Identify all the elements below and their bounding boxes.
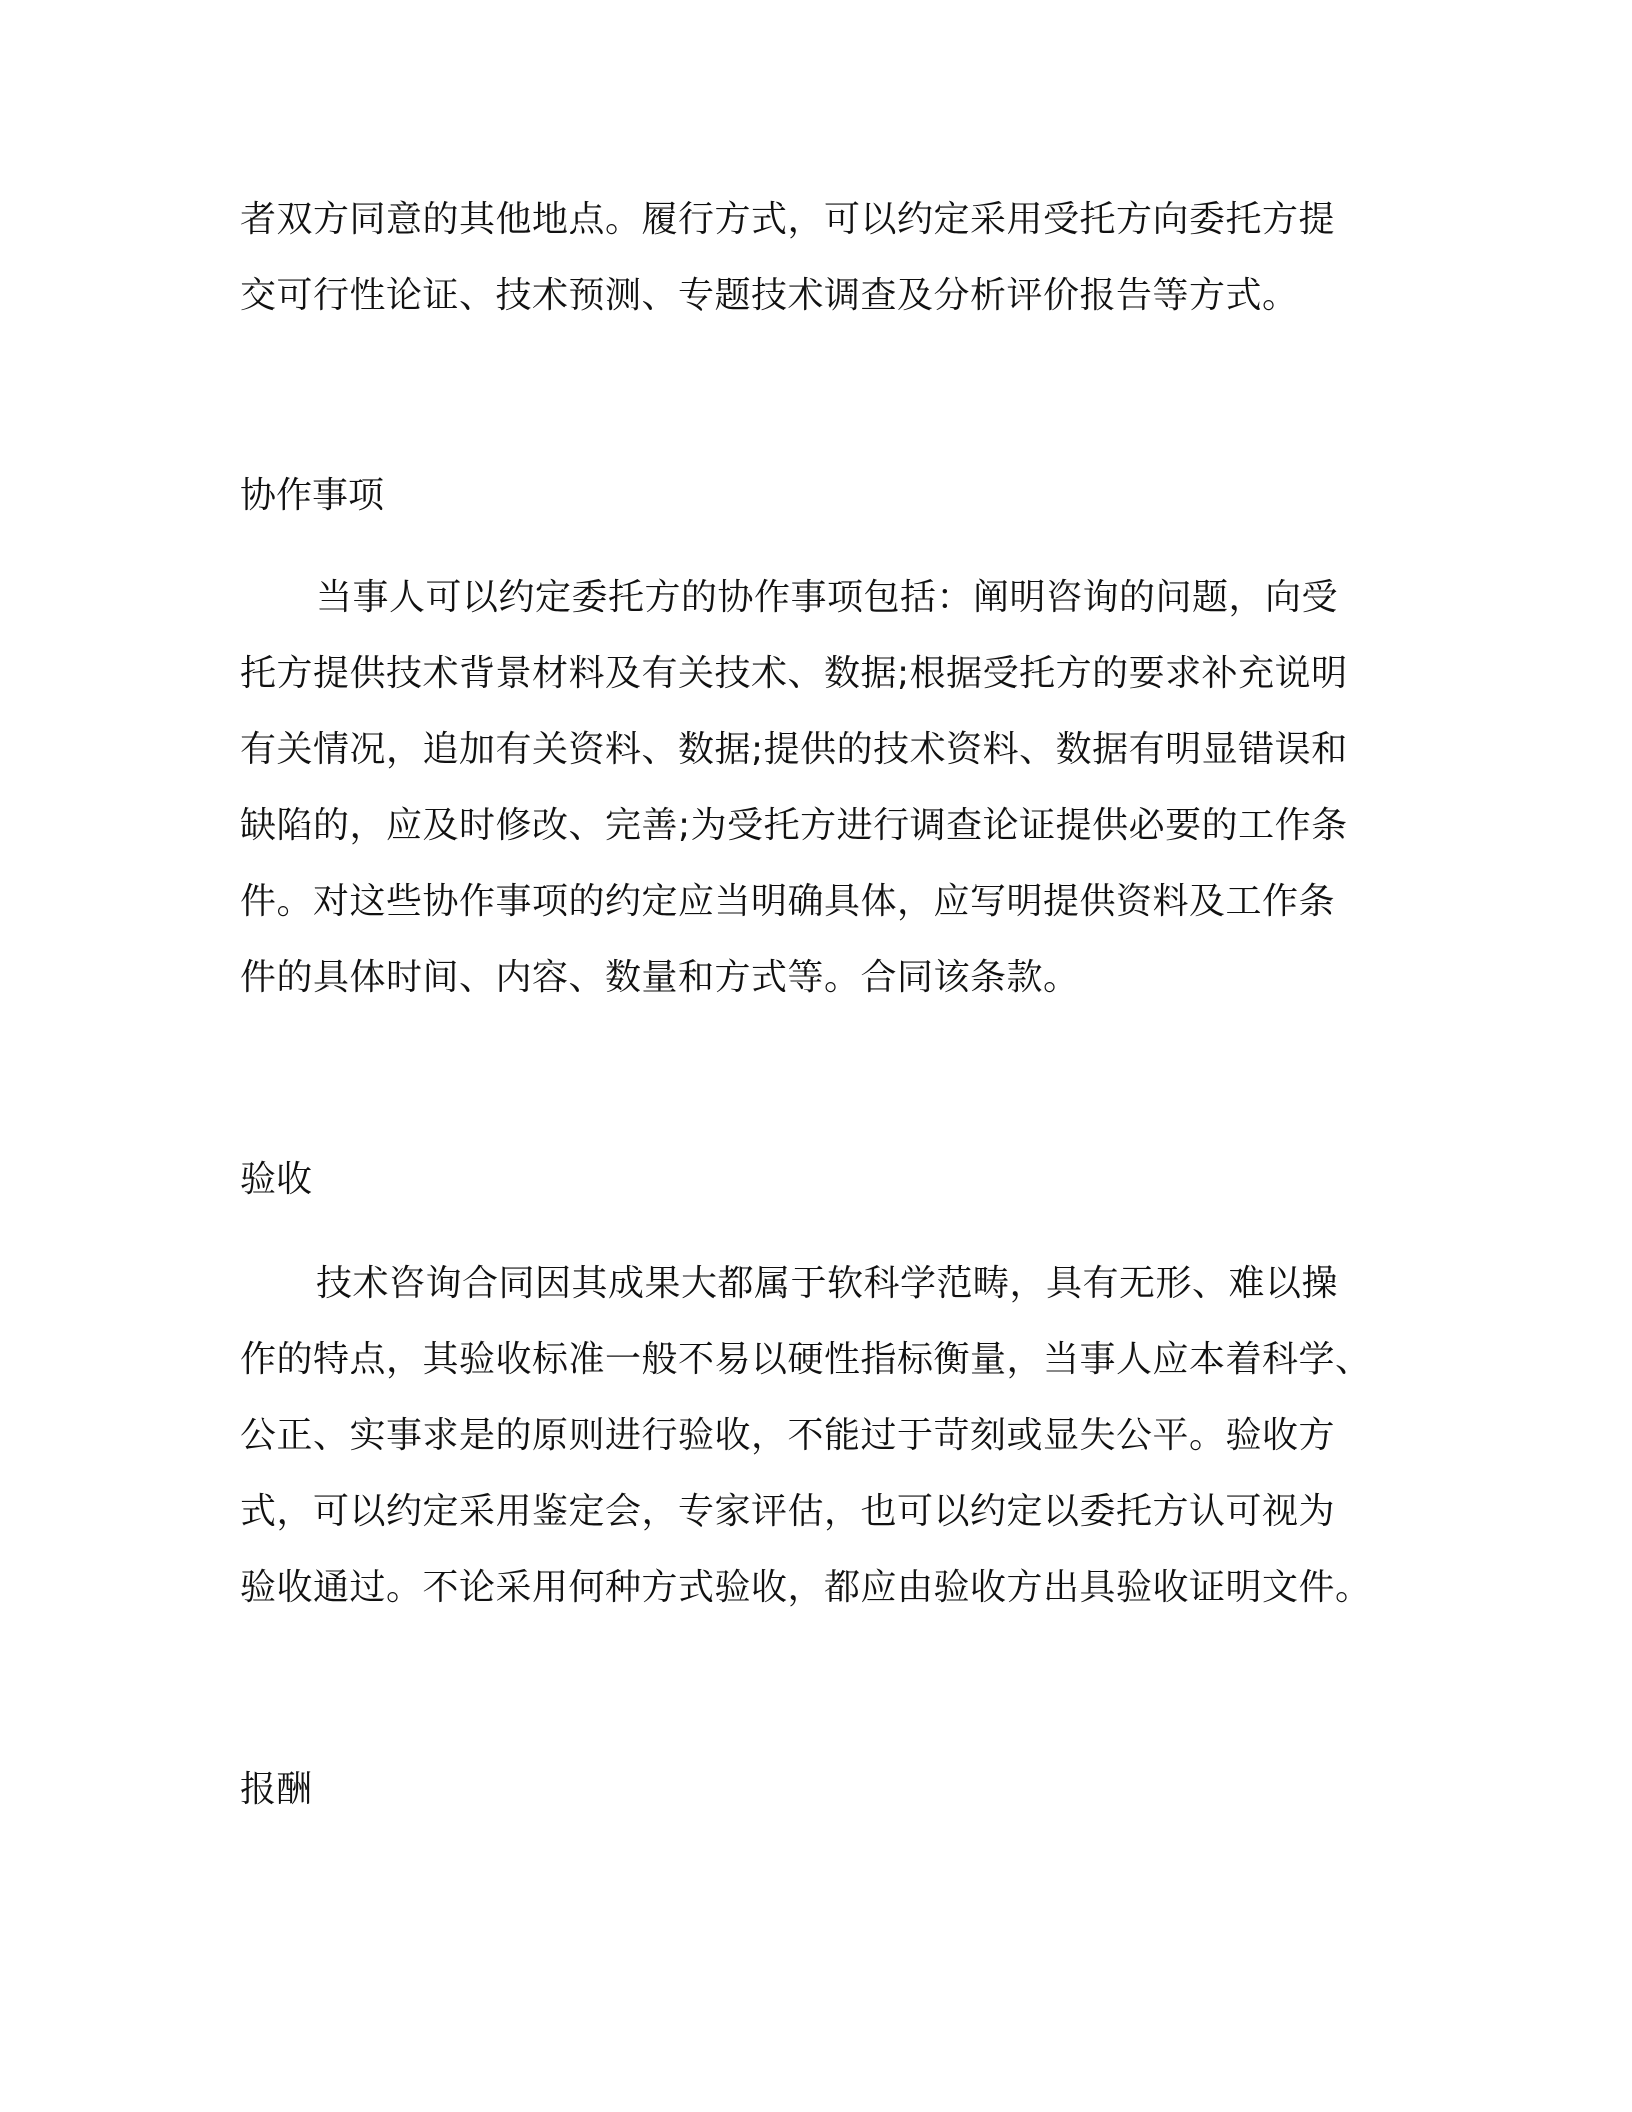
paragraph-line: 式，可以约定采用鉴定会，专家评估，也可以约定以委托方认可视为 [240, 1491, 1336, 1532]
paragraph-line: 公正、实事求是的原则进行验收，不能过于苛刻或显失公平。验收方 [240, 1415, 1336, 1456]
paragraph-line: 件的具体时间、内容、数量和方式等。合同该条款。 [240, 957, 1080, 998]
section-heading-acceptance: 验收 [240, 1159, 313, 1200]
section-heading-remuneration: 报酬 [240, 1769, 313, 1810]
paragraph-line: 托方提供技术背景材料及有关技术、数据;根据受托方的要求补充说明 [240, 653, 1348, 694]
paragraph-line: 验收通过。不论采用何种方式验收，都应由验收方出具验收证明文件。 [240, 1567, 1372, 1608]
paragraph-line: 有关情况，追加有关资料、数据;提供的技术资料、数据有明显错误和 [240, 729, 1348, 770]
paragraph-line: 技术咨询合同因其成果大都属于软科学范畴，具有无形、难以操 [316, 1263, 1339, 1304]
paragraph-line: 作的特点，其验收标准一般不易以硬性指标衡量，当事人应本着科学、 [240, 1339, 1372, 1380]
paragraph-line: 件。对这些协作事项的约定应当明确具体，应写明提供资料及工作条 [240, 881, 1336, 922]
section-heading-cooperation: 协作事项 [240, 475, 385, 516]
paragraph-line: 交可行性论证、技术预测、专题技术调查及分析评价报告等方式。 [240, 275, 1299, 316]
paragraph-line: 者双方同意的其他地点。履行方式，可以约定采用受托方向委托方提 [240, 199, 1336, 240]
paragraph-line: 当事人可以约定委托方的协作事项包括：阐明咨询的问题，向受 [316, 577, 1339, 618]
paragraph-line: 缺陷的，应及时修改、完善;为受托方进行调查论证提供必要的工作条 [240, 805, 1348, 846]
